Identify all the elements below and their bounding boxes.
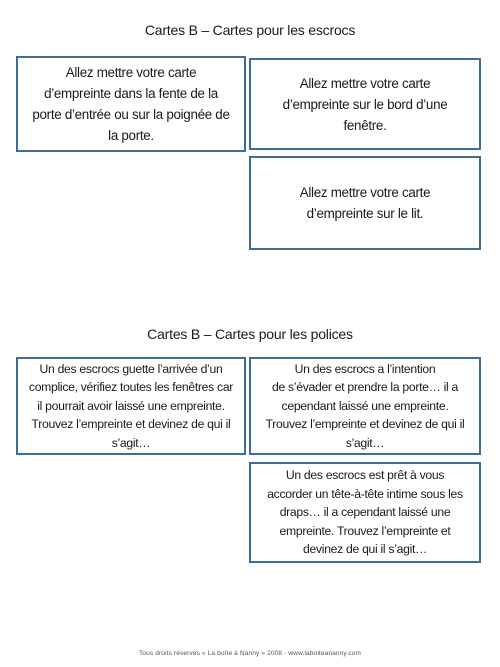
police-card-windows: [16, 357, 246, 455]
police-card-windows-text: Un des escrocs guette l’arrivée d’un complice, vérifiez toutes les fenêtres car il pourrait avoir laissé une empreinte. Trouvez l’empreinte et devinez de qui il s’agit…: [28, 361, 234, 450]
escrocs-section-title: Cartes B – Cartes pour les escrocs: [144, 22, 356, 38]
escroc-card-door-text: Allez mettre votre carte d’empreinte dans la fente de la porte d’entrée ou sur la poignée de la porte.: [32, 65, 230, 143]
escroc-card-bed-text: Allez mettre votre carte d’empreinte sur le lit.: [299, 185, 431, 221]
escroc-card-door: [16, 56, 246, 152]
polices-section-title: Cartes B – Cartes pour les polices: [147, 326, 353, 342]
escroc-card-bed: [249, 156, 481, 250]
footer-copyright: Tous droits réservés « La boîte à Nanny » 2008 - www.laboiteananny.com: [138, 650, 362, 657]
police-card-door: [249, 357, 481, 455]
escroc-card-window-text: Allez mettre votre carte d’empreinte sur le bord d’une fenêtre.: [282, 75, 448, 133]
escroc-card-window: [249, 58, 481, 150]
police-card-bed-text: Un des escrocs est prêt à vous accorder un tête-à-tête intime sous les draps… il a cependant laissé une empreinte. Trouvez l’empreinte et devinez de qui il s’agit…: [267, 468, 463, 557]
police-card-bed: [249, 462, 481, 563]
police-card-door-text: Un des escrocs a l’intention de s’évader et prendre la porte… il a cependant laissé une empreinte. Trouvez l’empreinte et devinez de qui il s’agit…: [265, 361, 465, 450]
